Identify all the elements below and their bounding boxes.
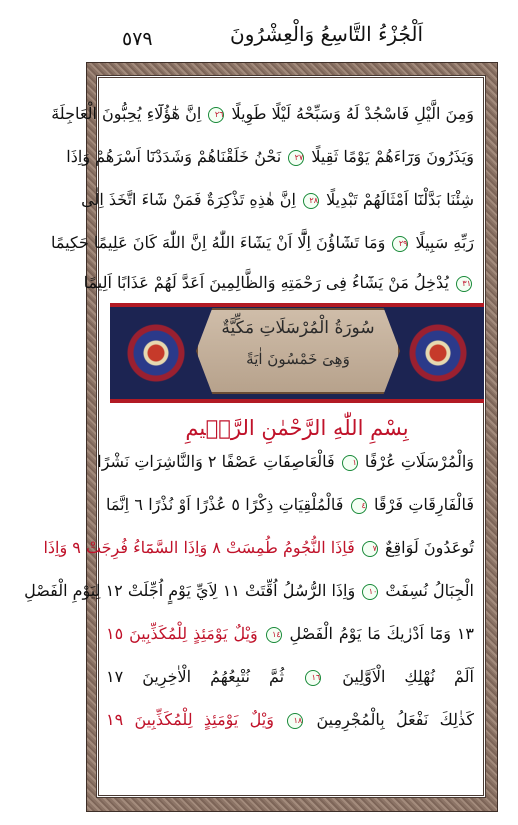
surah-info: وَهِىَ خَمْسُونَ اٰيَةً xyxy=(246,350,350,368)
text-line-11 xyxy=(106,660,474,694)
basmala: بِسْمِ اللّٰهِ الرَّحْمٰنِ الرَّح۪يمِ xyxy=(185,416,409,440)
line-text: فَالْمُلْقِيَاتِ ذِكْرًا ٥ عُذْرًا اَوْ نُذْرًا ٦ اِنَّمَا xyxy=(106,495,344,514)
ayah-marker-icon: ١ xyxy=(342,455,358,471)
line-text: فَالْفَارِقَاتِ فَرْقًا xyxy=(374,495,475,514)
line-text: تُوعَدُونَ لَوَاقِعٌ xyxy=(385,538,474,557)
line-text: رَبِّهِ سَبِيلًا xyxy=(415,233,474,252)
ayah-marker-icon: ١٠ xyxy=(362,584,378,600)
ayah-marker-icon: ٤ xyxy=(351,498,367,514)
text-line-10 xyxy=(106,617,474,651)
line-text: الْجِبَالُ نُسِفَتْ xyxy=(385,581,474,600)
ayah-marker-icon: ٢٨ xyxy=(303,193,319,209)
line-text: ١٣ وَمَٓا اَدْرٰيكَ مَا يَوْمُ الْفَصْلِ xyxy=(289,624,475,643)
line-text: يُدْخِلُ مَنْ يَشَٓاءُ فِى رَحْمَتِهِ وَالظَّالِمِينَ اَعَدَّ لَهُمْ عَذَابًا اَلِيمًا xyxy=(83,273,449,292)
ayah-marker-icon: ٣١ xyxy=(456,276,472,292)
floral-ornament-icon xyxy=(398,311,478,395)
line-text: اِنَّ هٰذِهِ تَذْكِرَةٌ فَمَنْ شَٓاءَ اتَّخَذَ اِلٰى xyxy=(81,190,296,209)
text-line-6 xyxy=(97,445,474,479)
ayah-marker-icon: ٢٧ xyxy=(288,150,304,166)
ayah-marker-icon: ١٨ xyxy=(287,713,303,729)
ayah-marker-icon: ١٦ xyxy=(305,670,321,686)
line-text: وَاِذَا الرُّسُلُ اُقِّتَتْ ١١ لِاَيِّ يَوْمٍ اُجِّلَتْ ١٢ لِيَوْمِ الْفَصْلِ xyxy=(24,581,356,600)
page-number: ٥٧٩ xyxy=(122,28,153,50)
text-line-1 xyxy=(51,97,474,131)
line-text: نَحْنُ خَلَقْنَاهُمْ وَشَدَدْنَٓا اَسْرَهُمْ وَاِذَا xyxy=(66,147,282,166)
line-text: كَذٰلِكَ نَفْعَلُ بِالْمُجْرِمِينَ xyxy=(316,710,474,729)
ayah-marker-icon: ٧ xyxy=(362,541,378,557)
text-line-3 xyxy=(81,183,474,217)
line-text: شِئْنَا بَدَّلْنَٓا اَمْثَالَهُمْ تَبْدِيلًا xyxy=(326,190,474,209)
line-text: فَالْعَاصِفَاتِ عَصْفًا ٢ وَالنَّاشِرَاتِ نَشْرًا xyxy=(97,452,335,471)
surah-name: سُورَةُ الْمُرْسَلَاتِ مَكِّيَّةٌ xyxy=(221,318,375,338)
line-text: ثُمَّ نُتْبِعُهُمُ الْاٰخِرِينَ ١٧ xyxy=(106,667,285,686)
line-text: وَمِنَ الَّيْلِ فَاسْجُدْ لَهُ وَسَبِّحْهُ لَيْلًا طَوِيلًا xyxy=(231,104,474,123)
line-text: وَالْمُرْسَلَاتِ عُرْفًا xyxy=(364,452,474,471)
text-line-12 xyxy=(106,703,474,737)
line-text: اَلَمْ نُهْلِكِ الْاَوَّلِينَ xyxy=(342,667,475,686)
line-text: وَيَذَرُونَ وَرَٓاءَهُمْ يَوْمًا ثَقِيلًا xyxy=(311,147,474,166)
juz-title: اَلْجُزْءُ التَّاسِعُ وَالْعِشْرُونَ xyxy=(230,22,424,46)
text-line-4 xyxy=(51,226,474,260)
text-line-9 xyxy=(24,574,474,608)
floral-ornament-icon xyxy=(116,311,196,395)
ayah-marker-icon: ٢٩ xyxy=(392,236,408,252)
line-text: وَمَا تَشَٓاؤُنَ اِلَّٓا اَنْ يَشَٓاءَ اللّٰهُ اِنَّ اللّٰهَ كَانَ عَلِيمًا حَكِيمًا xyxy=(51,233,386,252)
line-text: وَيْلٌ يَوْمَئِذٍ لِلْمُكَذِّبِينَ ١٩ xyxy=(106,710,274,729)
line-text: وَيْلٌ يَوْمَئِذٍ لِلْمُكَذِّبِينَ ١٥ xyxy=(106,624,258,643)
text-line-2 xyxy=(66,140,474,174)
ayah-marker-icon: ١٤ xyxy=(266,627,282,643)
line-text: اِنَّ هٰٓؤُلَٓاءِ يُحِبُّونَ الْعَاجِلَةَ xyxy=(51,104,202,123)
text-line-7 xyxy=(106,488,474,522)
text-line-8 xyxy=(43,531,474,565)
page-header xyxy=(0,0,518,62)
text-line-5 xyxy=(83,266,474,300)
ayah-marker-icon: ٢٦ xyxy=(208,107,224,123)
line-text: فَاِذَا النُّجُومُ طُمِسَتْ ٨ وَاِذَا السَّمَٓاءُ فُرِجَتْ ٩ وَاِذَا xyxy=(43,538,355,557)
